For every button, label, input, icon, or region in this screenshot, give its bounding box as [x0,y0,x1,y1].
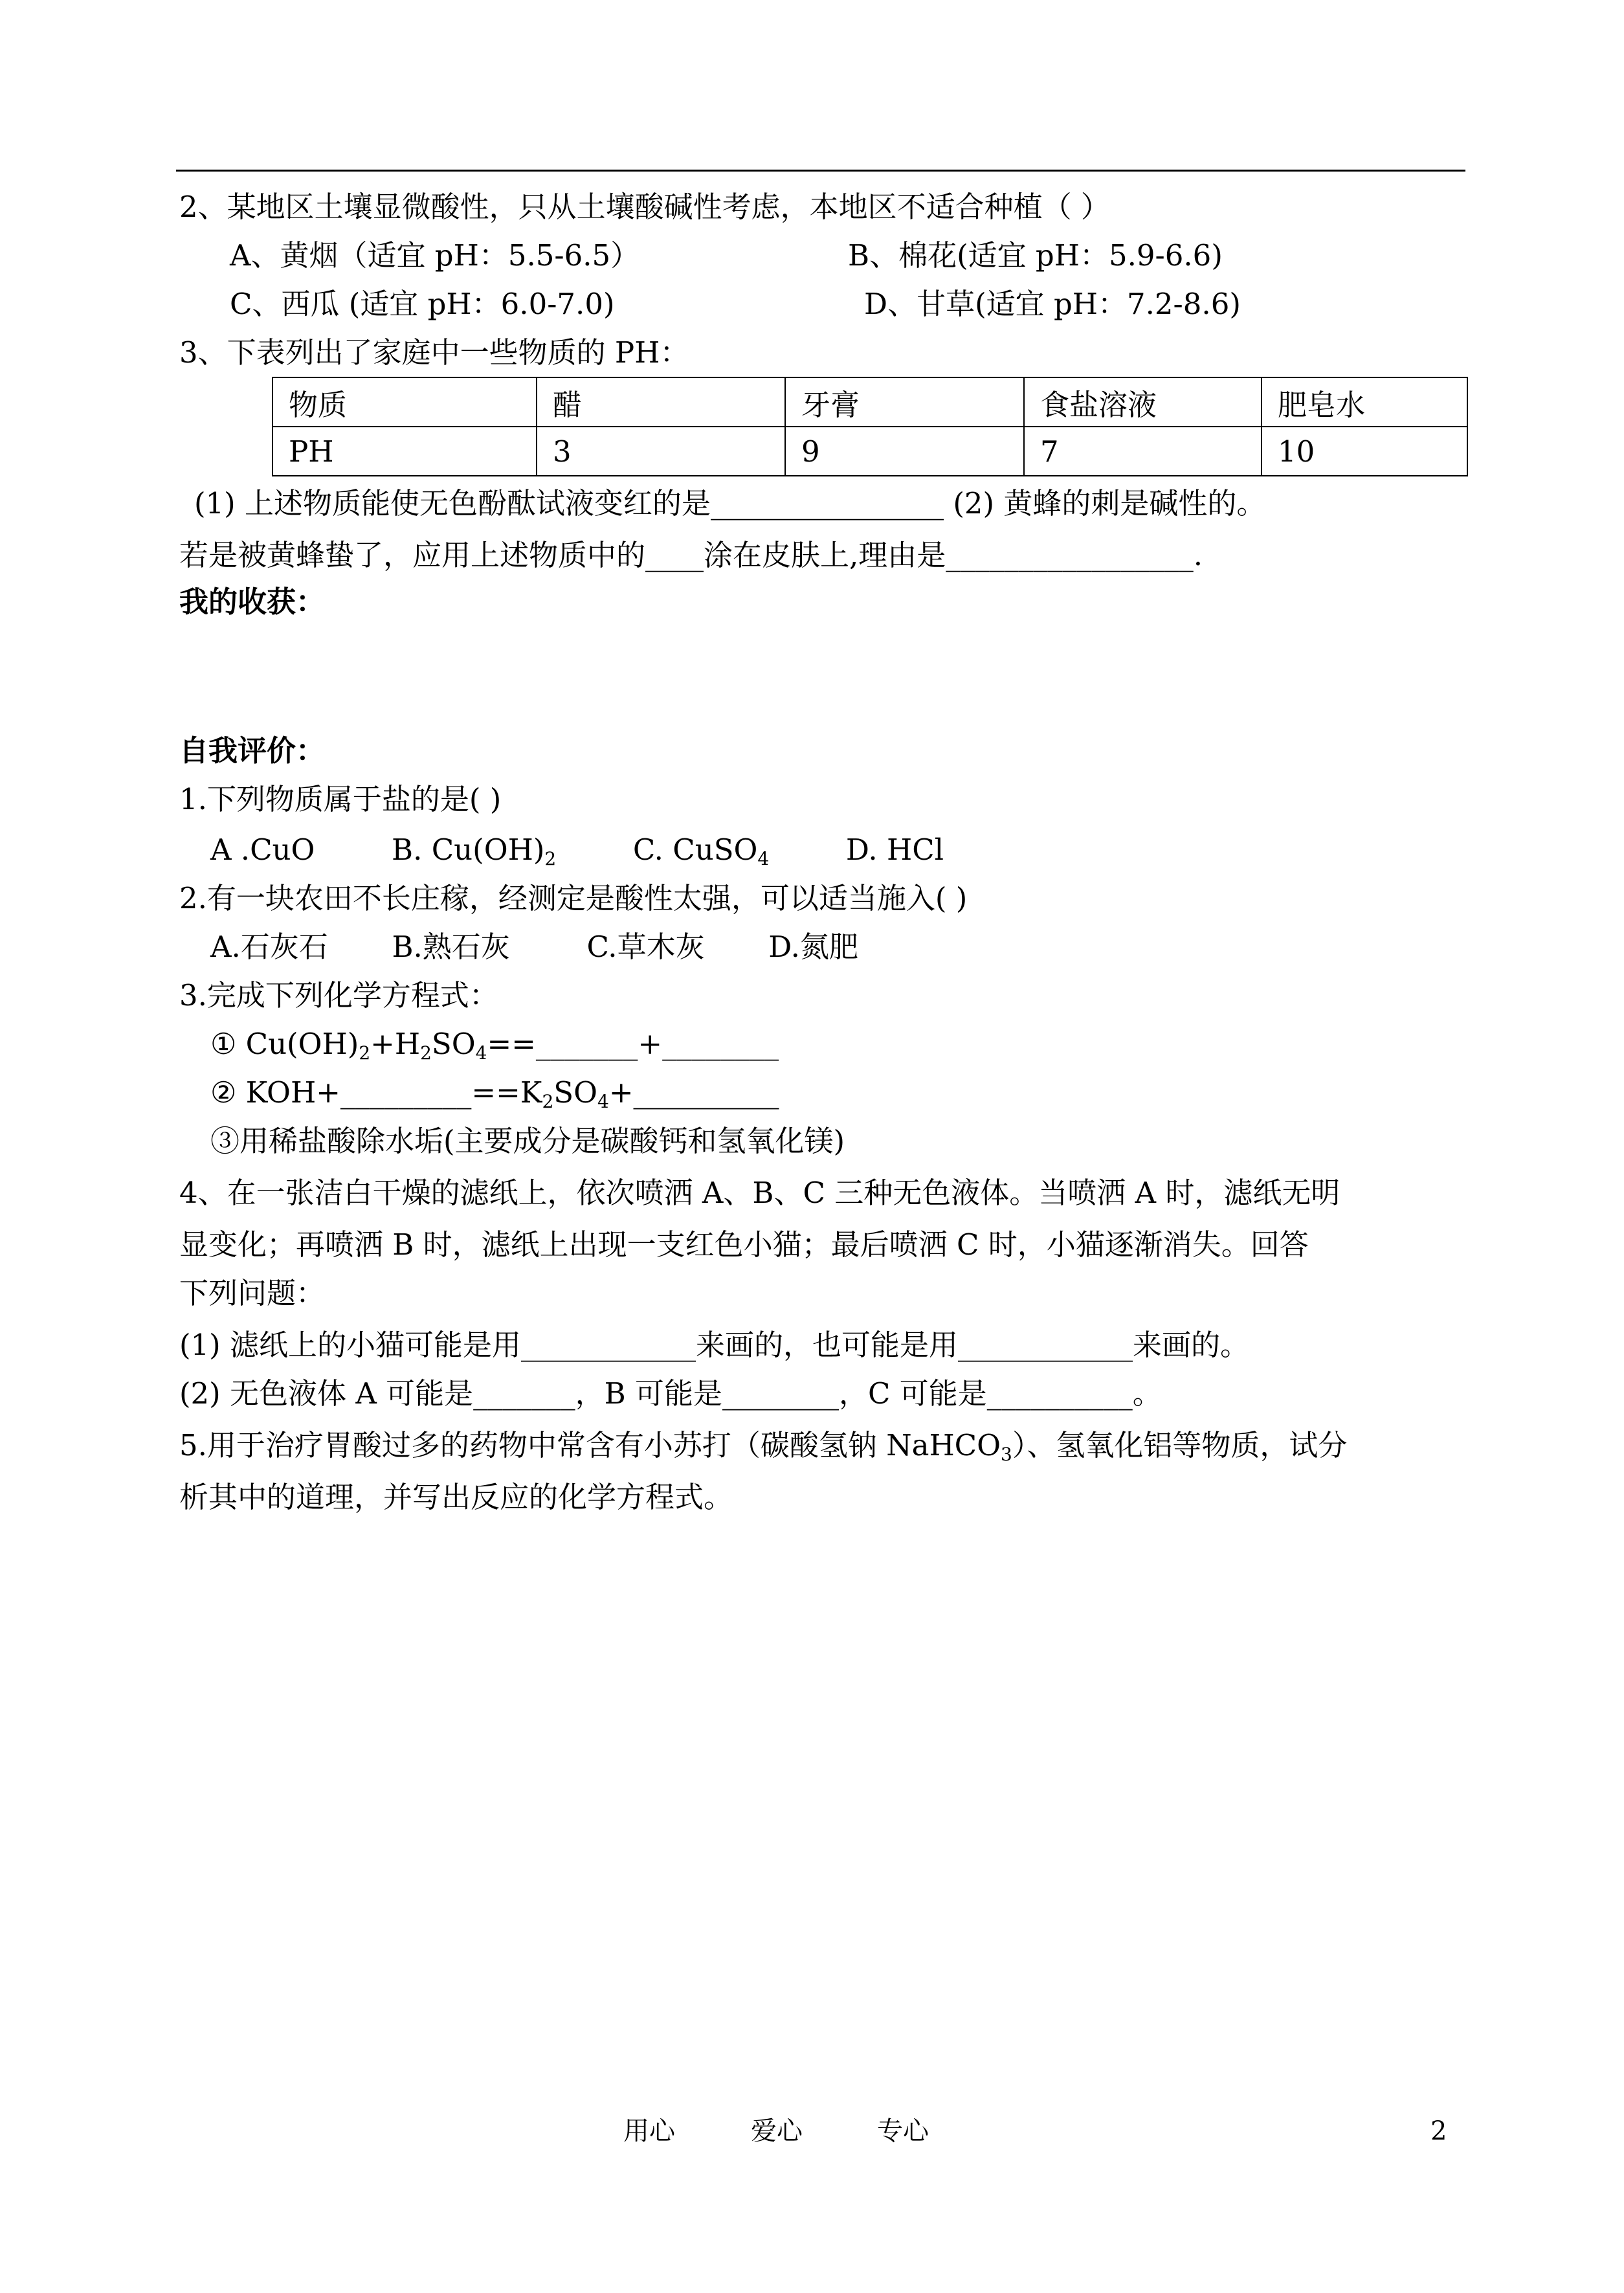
table-header-cell: 食盐溶液 [1024,377,1262,427]
table-row [273,377,1467,427]
q3-sub1: (1) 上述物质能使无色酚酞试液变红的是________________ (2) 黄蜂的刺是碱性的。 [194,486,1266,520]
table-cell: 3 [537,427,785,476]
page-number: 2 [1430,2116,1447,2146]
e2-option-a: A.石灰石 [210,930,328,964]
e1-option-c: C. CuSO$_4$ [632,833,770,869]
e2-options [210,928,858,967]
e5-line1: 5.用于治疗胃酸过多的药物中常含有小苏打（碳酸氢钠 NaHCO$_3$）、氢氧化铝等物质，试分 [179,1428,1348,1465]
table-cell: 7 [1024,427,1262,476]
e4-line3: 下列问题： [179,1276,326,1310]
table-header-cell: 牙膏 [785,377,1024,427]
e4-sub1: (1) 滤纸上的小猫可能是用____________来画的，也可能是用____________来画的。 [179,1328,1250,1362]
e2-option-d: D.氮肥 [768,930,858,964]
e3-eq1: ① $Cu(OH)_2+H_2SO_4==\_\_\_\_\_\_\_+\_\_\_\_\_\_\_\_$ [210,1027,779,1064]
q2-question: 2、某地区土壤显微酸性，只从土壤酸碱性考虑，本地区不适合种植（ ） [179,190,1110,224]
e4-line2: 显变化；再喷洒 B 时，滤纸上出现一支红色小猫；最后喷洒 C 时，小猫逐渐消失。回答 [179,1227,1309,1262]
footer-motto-2: 爱心 [751,2116,803,2146]
e2-option-c: C.草木灰 [586,930,705,964]
table-cell: 10 [1262,427,1467,476]
q2-option-d: D、甘草(适宜 pH：7.2-8.6) [864,287,1241,321]
e1-option-a: A .CuO [210,833,315,867]
e2-question: 2.有一块农田不长庄稼，经测定是酸性太强，可以适当施入( ) [179,881,968,915]
e3-eq2: ② $KOH+\_\_\_\_\_\_\_\_\_==K_2SO_4+\_\_\_\_\_\_\_\_\_\_$ [210,1075,779,1112]
table-header-cell: 物质 [273,377,537,427]
e3-question: 3.完成下列化学方程式： [179,978,498,1012]
q2-option-b: B、棉花(适宜 pH：5.9-6.6) [848,238,1223,273]
q2-option-a: A、黄烟（适宜 pH：5.5-6.5） [230,238,640,273]
e1-question: 1.下列物质属于盐的是( ) [179,782,502,816]
e2-option-b: B.熟石灰 [392,930,510,964]
table-cell: 9 [785,427,1024,476]
header-rule [176,170,1465,172]
table-cell: PH [273,427,537,476]
q3-question: 3、下表列出了家庭中一些物质的 PH： [179,335,689,370]
e5-line2: 析其中的道理，并写出反应的化学方程式。 [179,1480,733,1514]
ph-table [272,377,1468,476]
page-footer [0,2112,1624,2151]
e4-sub2: (2) 无色液体 A 可能是_______，B 可能是________，C 可能是__________。 [179,1376,1162,1411]
footer-motto-3: 专心 [877,2116,929,2146]
table-row [273,427,1467,476]
e4-line1: 4、在一张洁白干燥的滤纸上，依次喷洒 A、B、C 三种无色液体。当喷洒 A 时，滤纸无明 [179,1176,1340,1210]
e1-options [210,831,944,869]
e1-option-d: D. HCl [845,833,944,867]
q2-option-c: C、西瓜 (适宜 pH：6.0-7.0) [230,287,615,321]
e3-eq3: ③用稀盐酸除水垢(主要成分是碳酸钙和氢氧化镁) [210,1124,845,1158]
e1-option-b: B. $Cu(OH)_2$ [392,833,557,869]
self-eval-heading: 自我评价： [179,733,326,768]
footer-motto-1: 用心 [623,2116,675,2146]
q3-sub1-cont: 若是被黄蜂蛰了，应用上述物质中的____涂在皮肤上,理由是_________________. [179,538,1203,572]
harvest-heading: 我的收获： [179,585,326,619]
table-header-cell: 醋 [537,377,785,427]
table-header-cell: 肥皂水 [1262,377,1467,427]
